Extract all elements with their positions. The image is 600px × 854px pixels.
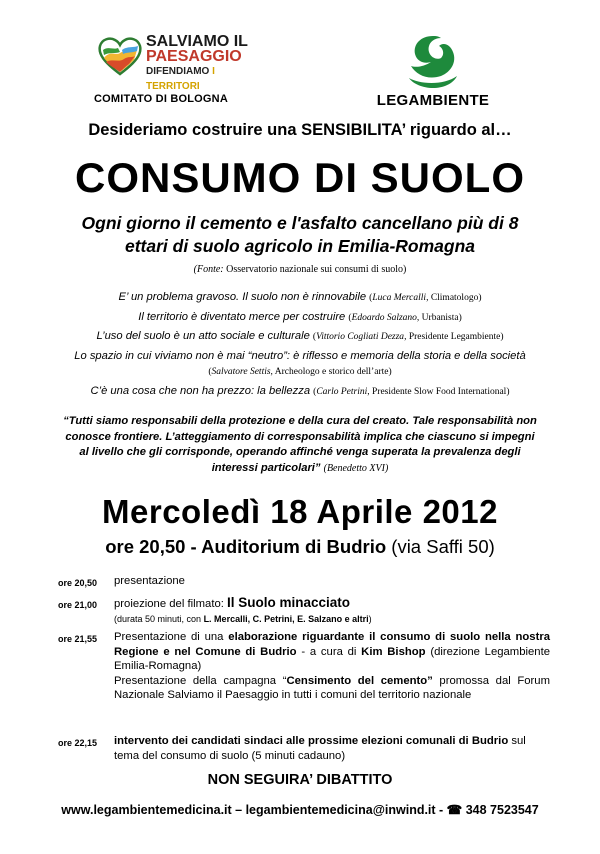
program-text-bold: Censimento del cemento” [286, 674, 433, 687]
quote-text: Lo spazio in cui viviamo non è mai “neutro”: è riflesso e memoria della storia e della società [74, 349, 526, 362]
program-text-bold: Budrio [471, 735, 509, 747]
quote-item [20, 384, 580, 401]
benedetto-quote [62, 414, 538, 476]
quote-author: (Edoardo Salzano, Urbanista) [348, 312, 462, 323]
program-text-part: promossa dal Forum Nazionale Salviamo il Paesaggio in tutti i comuni del territorio nazionale [114, 674, 550, 701]
program-text-part: Presentazione di una [114, 631, 229, 643]
salviamo-line3a: DIFENDIAMO [146, 66, 210, 77]
program-text-part: proiezione del filmato: [114, 598, 228, 610]
program-text-bold: Kim Bishop [361, 645, 426, 658]
author-name: Salvatore Settis [211, 367, 271, 377]
quote-author: (Luca Mercalli, Climatologo) [369, 293, 482, 303]
program-text [114, 734, 550, 763]
quote-author: (Carlo Petrini, Presidente Slow Food International) [313, 386, 510, 397]
quote-item [20, 349, 580, 381]
legambiente-logo [368, 32, 498, 107]
legambiente-name: LEGAMBIENTE [376, 92, 490, 109]
author-role: , Presidente Slow Food International) [367, 386, 510, 397]
program-time: ore 21,55 [58, 634, 98, 644]
author-role: , Climatologo) [426, 293, 482, 303]
salviamo-line2: PAESAGGIO [146, 48, 242, 65]
author-role: , Urbanista) [416, 312, 462, 323]
quote-text: E’ un problema gravoso. Il suolo non è rinnovabile [118, 291, 370, 303]
source-rest: Osservatorio nazionale sui consumi di suolo) [223, 264, 407, 275]
quote-item [20, 310, 580, 327]
footer-contacts: www.legambientemedicina.it – legambientemedicina@inwind.it - ☎ 348 7523547 [61, 803, 539, 817]
subtitle: Ogni giorno il cemento e l'asfalto cancellano più di 8 ettari di suolo agricolo in Emilia-Romagna [81, 213, 519, 256]
program-item [58, 630, 550, 730]
program-text-bold: intervento dei candidati sindaci alle prossime elezioni comunali di [114, 735, 472, 747]
quotes-block [20, 290, 580, 403]
no-debate-notice: NON SEGUIRA’ DIBATTITO [207, 772, 393, 788]
program-time: ore 21,00 [58, 600, 98, 610]
program-text [114, 596, 550, 626]
benedetto-author: (Benedetto XVI) [323, 462, 389, 474]
quote-author: (Salvatore Settis, Archeologo e storico dell’arte) [208, 367, 392, 377]
author-role: , Presidente Legambiente) [404, 332, 504, 342]
program-text-part: (direzione Legambiente Emilia-Romagna) [114, 645, 551, 672]
quote-author: (Vittorio Cogliati Dezza, Presidente Legambiente) [312, 332, 504, 342]
program-text-part: sul tema del consumo di suolo (5 minuti cadauno) [114, 735, 526, 762]
salviamo-line3b: I TERRITORI [146, 66, 215, 92]
author-name: Edoardo Salzano [351, 312, 417, 323]
program-item [58, 574, 550, 590]
event-venue [0, 536, 600, 558]
detail-b: L. Mercalli, C. Petrini, E. Salzano e altri [203, 613, 369, 624]
salviamo-logo-text [146, 34, 258, 94]
swan-icon [403, 32, 463, 90]
benedetto-text: “Tutti siamo responsabili della protezione e della cura del creato. Tale responsabilità non conosce frontiere. L’atteggiamento di corresponsabilità implica che ciascuno si impegni al livello che gli corrisponde, operando affinché venga superata la prevalenza degli interessi particolari” [63, 415, 537, 474]
quote-text: Il territorio è diventato merce per costruire [138, 310, 349, 323]
source-note [0, 264, 600, 275]
salviamo-il-paesaggio-logo [98, 33, 258, 92]
comitato-label: COMITATO DI BOLOGNA [94, 93, 228, 105]
program-time: ore 20,50 [58, 578, 98, 588]
program-text-part: - a cura di [296, 645, 362, 658]
program-text-part: Presentazione della campagna “ [114, 674, 287, 687]
intro-heading: Desideriamo costruire una SENSIBILITA’ riguardo al… [88, 121, 512, 139]
heart-landscape-icon [98, 36, 142, 76]
event-time-place: ore 20,50 - Auditorium di Budrio [105, 536, 387, 557]
source-prefix: (Fonte: [193, 264, 224, 275]
event-date: Mercoledì 18 Aprile 2012 [102, 493, 498, 530]
event-address: (via Saffi 50) [386, 536, 495, 557]
film-details [114, 614, 372, 624]
quote-text: L’uso del suolo è un atto sociale e culturale [96, 330, 313, 342]
program-text [114, 630, 550, 703]
program-text-bold: elaborazione riguardante il consumo di suolo nella nostra Regione e nel Comune di Budrio [114, 631, 551, 658]
program-item [58, 734, 550, 766]
salviamo-line3 [146, 64, 258, 94]
author-role: , Archeologo e storico dell’arte) [270, 367, 392, 377]
author-name: Carlo Petrini [316, 386, 368, 397]
program-time: ore 22,15 [58, 738, 98, 748]
quote-item [20, 290, 580, 307]
program-text: presentazione [114, 575, 185, 587]
film-title: Il Suolo minacciato [227, 595, 351, 610]
main-title: CONSUMO DI SUOLO [74, 154, 525, 201]
quote-text: C’è una cosa che non ha prezzo: la bellezza [90, 384, 314, 397]
quote-item [20, 329, 580, 346]
author-name: Luca Mercalli [372, 293, 427, 303]
program-item [58, 596, 550, 630]
detail-a: (durata 50 minuti, con [114, 613, 204, 624]
author-name: Vittorio Cogliati Dezza [316, 332, 405, 342]
detail-c: ) [368, 613, 372, 624]
salviamo-line1: SALVIAMO IL [146, 33, 248, 50]
